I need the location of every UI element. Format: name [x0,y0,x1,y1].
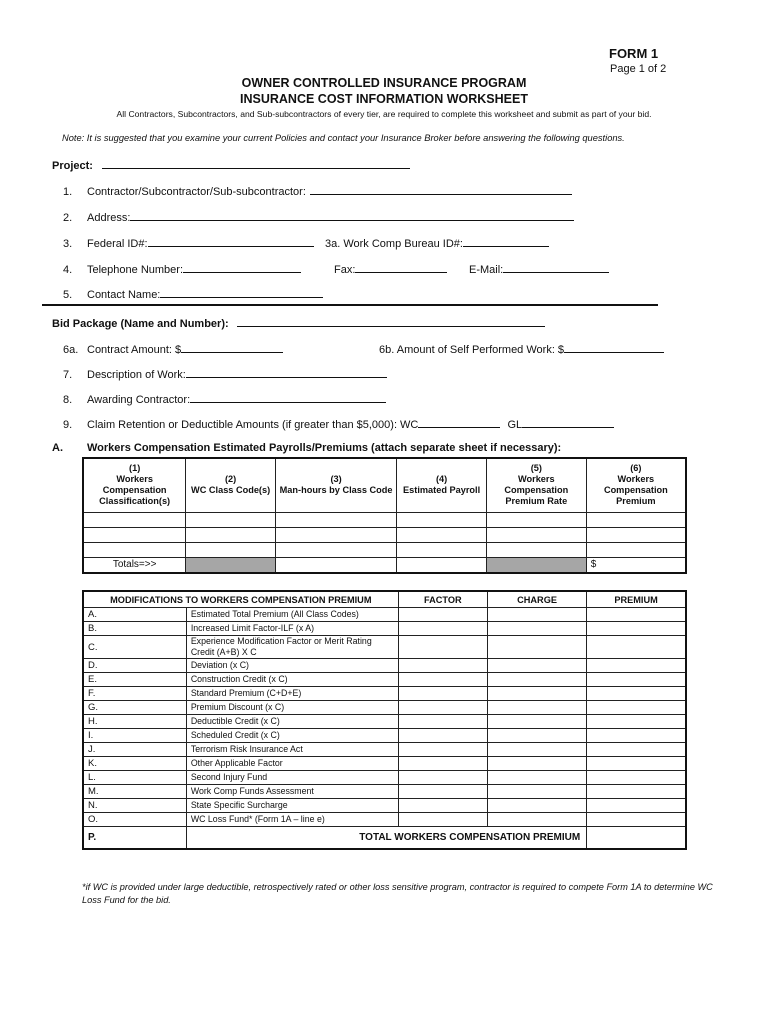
wc-col-6-header: (6) Workers Compensation Premium [586,458,686,512]
mods-premium-cell[interactable] [587,785,686,799]
q8-row [63,391,386,406]
q3-row [63,235,314,250]
q3a-row [325,235,549,250]
q1-row [63,183,572,198]
contractor-field[interactable] [310,183,572,195]
mods-charge-cell[interactable] [487,757,586,771]
fax-label: Fax: [334,264,356,276]
mods-row-description: Scheduled Credit (x C) [186,729,398,743]
mods-premium-cell[interactable] [587,771,686,785]
gl-label: GL [507,419,523,431]
totals-row [83,557,686,573]
wc-payroll-table [82,457,687,574]
q5-label: Contact Name: [87,289,161,301]
page-number: Page 1 of 2 [610,63,667,75]
mods-factor-cell[interactable] [398,673,487,687]
section-divider [42,304,658,306]
project-field[interactable] [102,157,410,169]
mods-premium-cell[interactable] [587,608,686,622]
mods-charge-cell[interactable] [487,659,586,673]
mods-charge-cell[interactable] [487,785,586,799]
mods-charge-cell[interactable] [487,771,586,785]
mods-charge-cell[interactable] [487,687,586,701]
mods-charge-cell[interactable] [487,636,586,659]
mods-row-key: G. [83,701,186,715]
mods-row-key: L. [83,771,186,785]
mods-row-description: Increased Limit Factor-ILF (x A) [186,622,398,636]
totals-rate-shaded [486,557,586,573]
mods-premium-cell[interactable] [587,673,686,687]
mods-row-k [83,757,686,771]
email-field[interactable] [503,261,609,273]
table-row [83,512,686,527]
q9-row [63,416,614,431]
mods-row-key: N. [83,799,186,813]
mods-charge-cell[interactable] [487,673,586,687]
q6a-number: 6a. [63,344,79,356]
mods-factor-cell[interactable] [398,622,487,636]
title-line-1: OWNER CONTROLLED INSURANCE PROGRAM [241,76,527,90]
q6b-label: 6b. Amount of Self Performed Work: $ [379,344,565,356]
total-premium-row [83,827,686,849]
mods-row-description: Work Comp Funds Assessment [186,785,398,799]
q6a-label: Contract Amount: $ [87,344,182,356]
mods-row-n [83,799,686,813]
mods-premium-cell[interactable] [587,757,686,771]
telephone-field[interactable] [183,261,301,273]
mods-row-description: Experience Modification Factor or Merit Rating Credit (A+B) X C [186,636,398,659]
form-number: FORM 1 [609,46,659,61]
q4-number: 4. [63,264,73,276]
mods-premium-cell[interactable] [587,659,686,673]
gl-retention-field[interactable] [522,416,614,428]
table-row [83,527,686,542]
self-performed-work-field[interactable] [564,341,664,353]
mods-row-description: Estimated Total Premium (All Class Codes) [186,608,398,622]
mods-premium-cell[interactable] [587,743,686,757]
mods-row-b [83,622,686,636]
q9-number: 9. [63,419,73,431]
mods-row-l [83,771,686,785]
table-row [83,542,686,557]
bid-package-label: Bid Package (Name and Number): [52,318,229,330]
mods-factor-cell[interactable] [398,729,487,743]
mods-header-modifications: MODIFICATIONS TO WORKERS COMPENSATION PREMIUM [83,591,398,608]
mods-premium-cell[interactable] [587,687,686,701]
q8-label: Awarding Contractor: [87,394,191,406]
mods-row-description: Premium Discount (x C) [186,701,398,715]
mods-row-h [83,715,686,729]
mods-row-f [83,687,686,701]
footnote: *if WC is provided under large deductible, retrospectively rated or other loss sensitive program, contractor is required to compete Form 1A to determine WC Loss Fund for the bid. [82,882,713,905]
q3-label: Federal ID#: [87,238,148,250]
q5-number: 5. [63,289,73,301]
mods-row-key: I. [83,729,186,743]
mods-row-g [83,701,686,715]
mods-row-description: Terrorism Risk Insurance Act [186,743,398,757]
project-label: Project: [52,160,93,172]
totals-class-code-shaded [186,557,276,573]
mods-premium-cell[interactable] [587,729,686,743]
q2-row [63,209,574,224]
mods-row-e [83,673,686,687]
wc-col-2-header: (2) WC Class Code(s) [186,458,276,512]
mods-row-key: E. [83,673,186,687]
q6a-row [63,341,283,356]
mods-factor-cell[interactable] [398,799,487,813]
mods-row-key: C. [83,636,186,659]
wc-retention-field[interactable] [418,416,500,428]
totals-premium[interactable]: $ [586,557,686,573]
q3-number: 3. [63,238,73,250]
mods-premium-cell[interactable] [587,636,686,659]
q2-label: Address: [87,212,131,224]
q8-number: 8. [63,394,73,406]
mods-charge-cell[interactable] [487,608,586,622]
q3a-label: 3a. Work Comp Bureau ID#: [325,238,463,250]
wc-col-4-header: (4) Estimated Payroll [397,458,487,512]
mods-row-key: K. [83,757,186,771]
work-comp-bureau-id-field[interactable] [463,235,549,247]
mods-row-key: D. [83,659,186,673]
mods-premium-cell[interactable] [587,701,686,715]
mods-factor-cell[interactable] [398,715,487,729]
mods-row-key: F. [83,687,186,701]
mods-header-row [83,591,686,608]
mods-row-description: Other Applicable Factor [186,757,398,771]
bid-package-field[interactable] [237,315,545,327]
federal-id-field[interactable] [148,235,314,247]
mods-row-description: Deductible Credit (x C) [186,715,398,729]
mods-factor-cell[interactable] [398,743,487,757]
mods-charge-cell[interactable] [487,813,586,827]
awarding-contractor-field[interactable] [190,391,386,403]
mods-row-m [83,785,686,799]
title-line-2: INSURANCE COST INFORMATION WORKSHEET [240,92,528,106]
q4-label: Telephone Number: [87,264,184,276]
mods-factor-cell[interactable] [398,701,487,715]
mods-premium-cell[interactable] [587,813,686,827]
mods-row-c [83,636,686,659]
mods-factor-cell[interactable] [398,757,487,771]
section-a-number: A. [52,442,63,454]
mods-factor-cell[interactable] [398,636,487,659]
mods-charge-cell[interactable] [487,799,586,813]
mods-factor-cell[interactable] [398,813,487,827]
mods-factor-cell[interactable] [398,608,487,622]
total-premium-key: P. [83,827,186,849]
mods-charge-cell[interactable] [487,715,586,729]
mods-row-key: H. [83,715,186,729]
instructions: All Contractors, Subcontractors, and Sub-subcontractors of every tier, are required to complete this worksheet and submit as part of your bid. [116,109,652,119]
mods-factor-cell[interactable] [398,771,487,785]
mods-header-factor: FACTOR [398,591,487,608]
email-row [469,261,609,276]
q7-label: Description of Work: [87,369,186,381]
address-field[interactable] [130,209,574,221]
mods-charge-cell[interactable] [487,701,586,715]
description-of-work-field[interactable] [186,366,387,378]
mods-header-charge: CHARGE [487,591,586,608]
mods-row-o [83,813,686,827]
q4-row [63,261,301,276]
q1-label: Contractor/Subcontractor/Sub-subcontractor: [87,186,306,198]
mods-factor-cell[interactable] [398,785,487,799]
mods-row-key: M. [83,785,186,799]
mods-row-description: Deviation (x C) [186,659,398,673]
mods-row-key: A. [83,608,186,622]
mods-row-key: J. [83,743,186,757]
total-premium-label: TOTAL WORKERS COMPENSATION PREMIUM [186,827,586,849]
email-label: E-Mail: [469,264,504,276]
mods-row-description: Standard Premium (C+D+E) [186,687,398,701]
mods-row-a [83,608,686,622]
mods-charge-cell[interactable] [487,729,586,743]
modifications-table [82,590,687,850]
q1-number: 1. [63,186,73,198]
mods-row-d [83,659,686,673]
q9-label: Claim Retention or Deductible Amounts (if greater than $5,000): WC [87,419,419,431]
mods-row-key: B. [83,622,186,636]
mods-premium-cell[interactable] [587,799,686,813]
mods-premium-cell[interactable] [587,715,686,729]
mods-factor-cell[interactable] [398,659,487,673]
q7-number: 7. [63,369,73,381]
mods-charge-cell[interactable] [487,743,586,757]
mods-header-premium: PREMIUM [587,591,686,608]
bid-package-row [52,315,545,330]
mods-row-j [83,743,686,757]
mods-factor-cell[interactable] [398,687,487,701]
q6b-row [379,341,664,356]
mods-charge-cell[interactable] [487,622,586,636]
fax-field[interactable] [355,261,447,273]
section-a-heading: Workers Compensation Estimated Payrolls/Premiums (attach separate sheet if necessary): [87,442,562,454]
q7-row [63,366,387,381]
note: Note: It is suggested that you examine your current Policies and contact your Insurance Broker before answering the following questions. [62,133,625,143]
mods-row-description: WC Loss Fund* (Form 1A – line e) [186,813,398,827]
totals-payroll[interactable] [397,557,487,573]
total-premium-value[interactable] [587,827,686,849]
totals-label: Totals=>> [83,557,186,573]
wc-col-1-header: (1) Workers Compensation Classification(s) [83,458,186,512]
mods-row-description: Construction Credit (x C) [186,673,398,687]
contact-name-field[interactable] [160,286,323,298]
mods-row-i [83,729,686,743]
project-row [52,157,410,172]
wc-header-row [83,458,686,512]
totals-man-hours[interactable] [275,557,396,573]
section-a-row [52,442,561,454]
mods-row-description: Second Injury Fund [186,771,398,785]
fax-row [334,261,447,276]
q5-row [63,286,323,301]
mods-row-description: State Specific Surcharge [186,799,398,813]
wc-col-3-header: (3) Man-hours by Class Code [275,458,396,512]
mods-premium-cell[interactable] [587,622,686,636]
mods-row-key: O. [83,813,186,827]
wc-col-5-header: (5) Workers Compensation Premium Rate [486,458,586,512]
q2-number: 2. [63,212,73,224]
contract-amount-field[interactable] [181,341,283,353]
